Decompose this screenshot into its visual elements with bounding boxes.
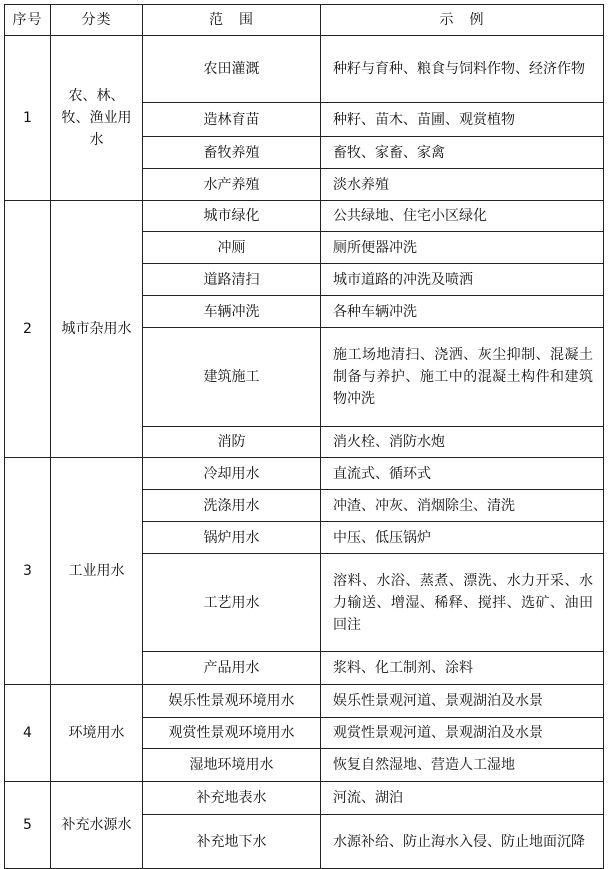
row-example: 厕所便器冲洗: [321, 232, 604, 264]
header-category: 分类: [51, 5, 143, 36]
header-scope: 范 围: [143, 5, 321, 36]
row-example: 溶料、水浴、蒸煮、漂洗、水力开采、水力输送、增湿、稀释、搅拌、选矿、油田回注: [321, 554, 604, 652]
row-scope: 补充地下水: [143, 815, 321, 869]
row-scope: 湿地环境用水: [143, 749, 321, 782]
group-number: 4: [5, 685, 51, 782]
row-example: 直流式、循环式: [321, 458, 604, 490]
table-row: [5, 458, 604, 490]
row-example: 城市道路的冲洗及喷洒: [321, 264, 604, 296]
row-scope: 冷却用水: [143, 458, 321, 490]
row-example: 中压、低压锅炉: [321, 522, 604, 554]
table-row: [5, 685, 604, 718]
header-example: 示 例: [321, 5, 604, 36]
header-no: 序号: [5, 5, 51, 36]
water-use-table: [4, 4, 604, 869]
row-scope: 造林育苗: [143, 103, 321, 137]
row-example: 淡水养殖: [321, 169, 604, 201]
row-scope: 畜牧养殖: [143, 137, 321, 169]
row-example: 河流、湖泊: [321, 782, 604, 815]
row-example: 浆料、化工制剂、涂料: [321, 652, 604, 685]
row-scope: 城市绿化: [143, 201, 321, 232]
row-example: 冲渣、冲灰、消烟除尘、清洗: [321, 490, 604, 522]
row-scope: 农田灌溉: [143, 36, 321, 103]
row-example: 施工场地清扫、浇洒、灰尘抑制、混凝土制备与养护、施工中的混凝土构件和建筑物冲洗: [321, 328, 604, 427]
table-row: [5, 782, 604, 815]
row-scope: 娱乐性景观环境用水: [143, 685, 321, 718]
row-scope: 观赏性景观环境用水: [143, 718, 321, 749]
group-category: 城市杂用水: [51, 201, 143, 458]
group-number: 3: [5, 458, 51, 685]
row-example: 娱乐性景观河道、景观湖泊及水景: [321, 685, 604, 718]
row-example: 畜牧、家畜、家禽: [321, 137, 604, 169]
row-scope: 车辆冲洗: [143, 296, 321, 328]
row-scope: 消防: [143, 427, 321, 458]
row-scope: 产品用水: [143, 652, 321, 685]
table-row: [5, 36, 604, 103]
group-number: 1: [5, 36, 51, 201]
group-number: 5: [5, 782, 51, 869]
row-scope: 道路清扫: [143, 264, 321, 296]
header-row: [5, 5, 604, 36]
group-category: 补充水源水: [51, 782, 143, 869]
row-scope: 工艺用水: [143, 554, 321, 652]
row-example: 观赏性景观河道、景观湖泊及水景: [321, 718, 604, 749]
row-scope: 洗涤用水: [143, 490, 321, 522]
row-example: 种籽与育种、粮食与饲料作物、经济作物: [321, 36, 604, 103]
row-scope: 锅炉用水: [143, 522, 321, 554]
row-example: 恢复自然湿地、营造人工湿地: [321, 749, 604, 782]
row-example: 公共绿地、住宅小区绿化: [321, 201, 604, 232]
row-example: 各种车辆冲洗: [321, 296, 604, 328]
row-scope: 冲厕: [143, 232, 321, 264]
table-row: [5, 201, 604, 232]
group-category: 环境用水: [51, 685, 143, 782]
row-example: 消火栓、消防水炮: [321, 427, 604, 458]
row-example: 水源补给、防止海水入侵、防止地面沉降: [321, 815, 604, 869]
group-category: 农、林、牧、渔业用水: [51, 36, 143, 201]
group-category: 工业用水: [51, 458, 143, 685]
row-scope: 建筑施工: [143, 328, 321, 427]
row-scope: 水产养殖: [143, 169, 321, 201]
row-example: 种籽、苗木、苗圃、观赏植物: [321, 103, 604, 137]
row-scope: 补充地表水: [143, 782, 321, 815]
group-number: 2: [5, 201, 51, 458]
